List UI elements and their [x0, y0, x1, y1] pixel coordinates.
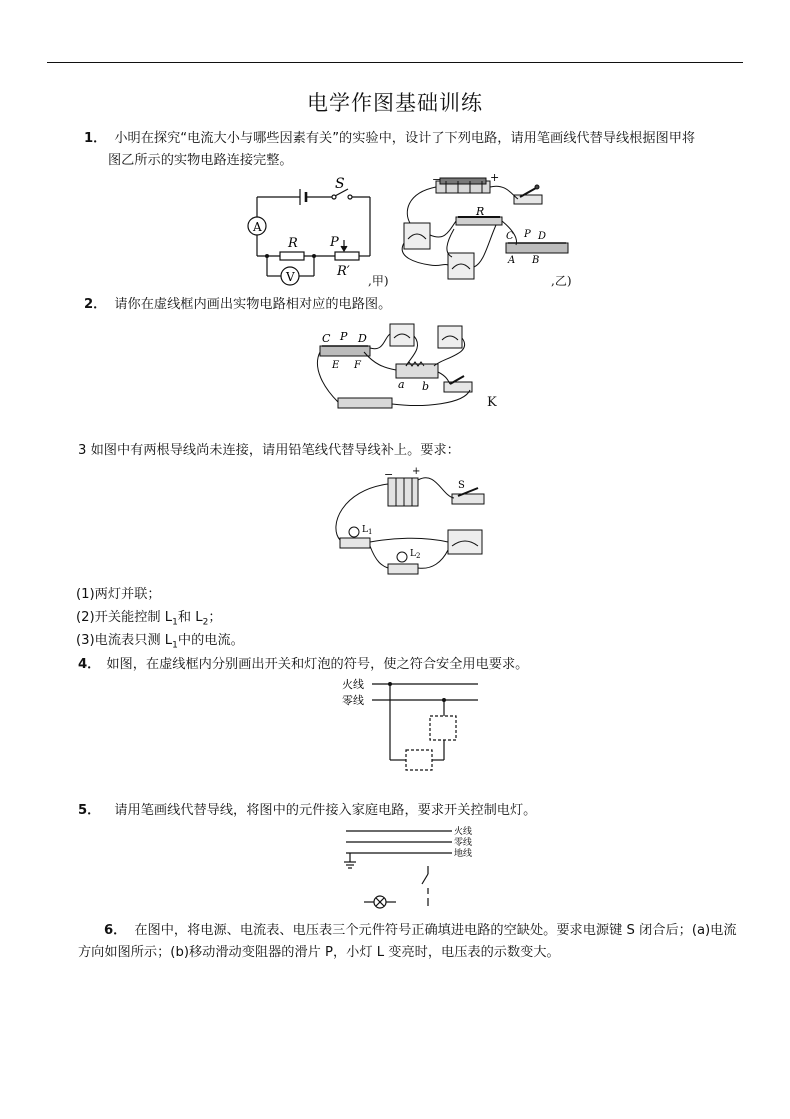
question-text: 请你在虚线框内画出实物电路相对应的电路图。 — [114, 297, 392, 312]
question-text: 如图，在虚线框内分别画出开关和灯泡的符号，使之符合安全用电要求。 — [106, 657, 529, 672]
question-6-line2: 方向如图所示；(b)移动滑动变阻器的滑片 P，小灯 L 变亮时，电压表的示数变大。 — [78, 945, 560, 960]
live-wire-label: 火线 — [454, 827, 473, 837]
question-5 — [78, 800, 536, 822]
question-2 — [84, 294, 391, 316]
question-6 — [104, 920, 764, 942]
terminal-p: P — [524, 229, 531, 240]
lamp-l2-label: $L_2$ — [410, 549, 421, 560]
terminal-f: F — [354, 360, 361, 371]
question-text: 在图中，将电源、电流表、电压表三个元件符号正确填进电路的空缺处。要求电源键 S 闭合后；(a)电流 — [134, 923, 737, 938]
voltmeter-label: V — [286, 270, 295, 284]
question-text: 小明在探究“电流大小与哪些因素有关”的实验中，设计了下列电路，请用笔画线代替导线根据图甲将 — [114, 131, 696, 146]
question-text: 请用笔画线代替导线，将图中的元件接入家庭电路，要求开关控制电灯。 — [114, 803, 537, 818]
question-number: 2． — [84, 297, 107, 312]
neutral-wire-label: 零线 — [454, 838, 473, 848]
switch-label: S — [335, 176, 345, 192]
question-1-line2: 图乙所示的实物电路连接完整。 — [108, 153, 293, 168]
question-3: 3 如图中有两根导线尚未连接，请用铅笔线代替导线补上。要求： — [78, 443, 460, 458]
terminal-e: E — [332, 360, 340, 371]
battery-minus: − — [432, 173, 442, 186]
requirement-2: (2)开关能控制 $L_1$和 $L_2$； — [76, 610, 222, 628]
requirement-3: (3)电流表只测 $L_1$中的电流。 — [76, 633, 244, 651]
question-number: 6． — [104, 923, 127, 938]
slider-label: P — [330, 235, 339, 250]
terminal-a: A — [508, 255, 516, 266]
physical-circuit-q2 — [314, 318, 484, 412]
neutral-wire-label: 零线 — [342, 694, 364, 707]
question-number: 4． — [78, 657, 101, 672]
battery-minus: − — [384, 468, 394, 481]
header-rule — [47, 62, 743, 63]
rheostat-label: R′ — [337, 264, 350, 279]
household-circuit-q5 — [340, 822, 480, 912]
question-number: 5． — [78, 803, 101, 818]
terminal-c: C — [322, 332, 331, 345]
terminal-c: C — [506, 231, 514, 242]
terminal-d: D — [358, 332, 367, 345]
physical-circuit-q3 — [332, 466, 492, 578]
lamp-l1-label: $L_1$ — [362, 525, 373, 536]
requirement-1: (1)两灯并联； — [76, 587, 161, 602]
rheostat-r-label: R — [476, 205, 485, 218]
question-number: 1． — [84, 131, 107, 146]
fig-caption-yi: ,乙) — [551, 274, 572, 288]
battery-plus: + — [412, 466, 421, 477]
battery-plus: + — [490, 173, 500, 184]
page-title: 电学作图基础训练 — [307, 91, 483, 115]
question-4 — [78, 654, 528, 676]
switch-k-label: K — [487, 395, 497, 410]
ammeter-label: A — [253, 220, 262, 234]
live-wire-label: 火线 — [342, 678, 364, 691]
terminal-b: b — [422, 380, 430, 393]
switch-s-label: S — [458, 480, 465, 491]
resistor-label: R — [288, 236, 298, 251]
terminal-b: B — [532, 255, 540, 266]
terminal-a: a — [398, 378, 405, 391]
household-circuit-q4 — [340, 674, 480, 778]
question-1 — [84, 128, 754, 150]
terminal-d: D — [538, 231, 547, 242]
ground-wire-label: 地线 — [454, 849, 473, 859]
terminal-p: P — [340, 330, 348, 343]
fig-caption-jia: ,甲) — [368, 274, 389, 288]
